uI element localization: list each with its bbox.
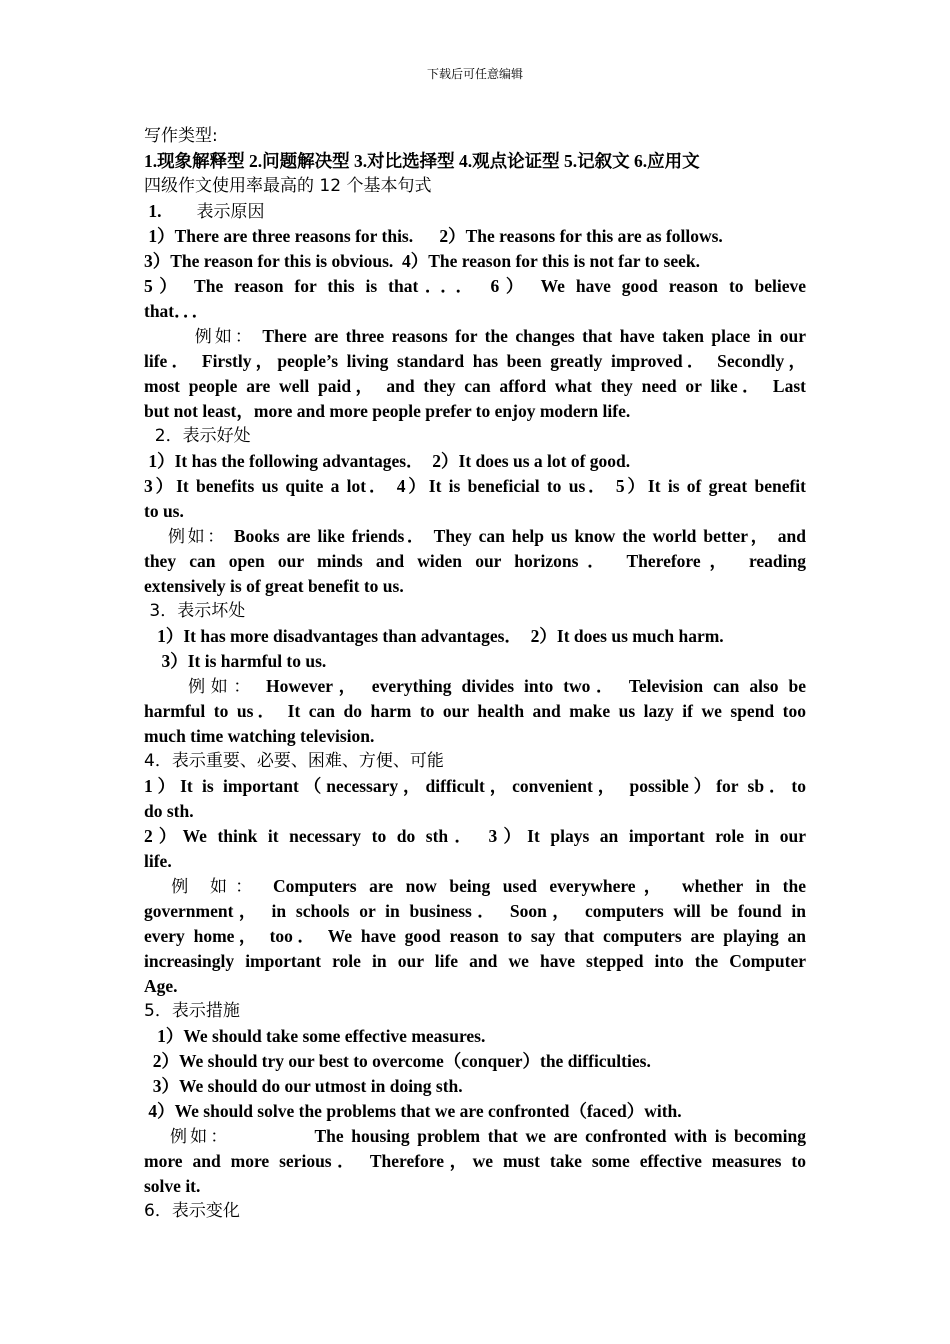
section-5-pattern-line: 1）We should take some effective measures. [144, 1026, 486, 1046]
section-2-title: 2．表示好处 [144, 426, 251, 446]
section-2-pattern-line: 3）It benefits us quite a lot． 4）It is beneficial to us． 5）It is of great benefit [144, 476, 806, 496]
section-3-example-line: harmful to us． It can do harm to our health and make us lazy if we spend too [144, 701, 806, 721]
section-4-pattern-line: life. [144, 851, 172, 871]
writing-types-heading: 写作类型: [144, 126, 218, 146]
section-5-pattern-line: 2）We should try our best to overcome（conquer）the difficulties. [144, 1051, 651, 1071]
section-4-pattern-line: do sth. [144, 801, 194, 821]
section-4-pattern-line: 2）We think it necessary to do sth． 3）It plays an important role in our [144, 826, 806, 846]
section-2-example-line [144, 524, 806, 549]
example-text: The housing problem that we are confronted with is becoming [230, 1126, 806, 1146]
section-3-title: 3．表示坏处 [144, 601, 246, 621]
example-label: 例如： [144, 527, 227, 547]
page-header: 下载后可任意编辑 [426, 67, 523, 81]
section-1-example-line [144, 324, 806, 349]
section-1-number: 1. [144, 201, 162, 221]
section-2-example-line: extensively is of great benefit to us. [144, 576, 404, 596]
section-4-example-line: increasingly important role in our life and we have stepped into the Computer [144, 951, 806, 971]
section-5-example-line: more and more serious． Therefore，we must take some effective measures to [144, 1151, 806, 1171]
section-1-title: 表示原因 [196, 202, 265, 222]
section-5-pattern-line: 4）We should solve the problems that we are confronted（faced）with. [144, 1101, 682, 1121]
section-4-pattern-line: 1）It is important（necessary，difficult，convenient， possible）for sb．to [144, 776, 806, 796]
section-1-pattern-line: 5） The reason for this is that．．． 6） We have good reason to believe [144, 276, 806, 296]
example-text: Books are like friends． They can help us know the world better， and [226, 526, 806, 546]
section-1-heading [144, 199, 806, 224]
example-label: 例 如： [144, 877, 261, 897]
section-4-example-line [144, 874, 806, 899]
section-2-example-line: they can open our minds and widen our horizons． Therefore， reading [144, 551, 806, 571]
section-4-title: 4．表示重要、必要、困难、方便、可能 [144, 751, 444, 771]
section-4-example-line: Age. [144, 976, 178, 996]
section-5-pattern-line: 3）We should do our utmost in doing sth. [144, 1076, 463, 1096]
section-1-pattern-line: 3）The reason for this is obvious. 4）The reason for this is not far to seek. [144, 251, 700, 271]
section-2-pattern-line: 1）It has the following advantages． 2）It does us a lot of good. [144, 451, 631, 471]
section-5-example-line [144, 1124, 806, 1149]
writing-types-list: 1.现象解释型 2.问题解决型 3.对比选择型 4.观点论证型 5.记叙文 6.应用文 [144, 151, 700, 171]
section-1-pattern-line: that．．． [144, 301, 210, 321]
section-5-title: 5．表示措施 [144, 1001, 240, 1021]
section-1-example-line: but not least，more and more people prefer to enjoy modern life. [144, 401, 631, 421]
patterns-heading: 四级作文使用率最高的 12 个基本句式 [144, 176, 432, 196]
example-text: There are three reasons for the changes that have taken place in our [254, 326, 806, 346]
example-label: 例如： [144, 1127, 231, 1147]
example-text: Computers are now being used everywhere， whether in the [260, 876, 806, 896]
section-3-pattern-line: 1）It has more disadvantages than advantages． 2）It does us much harm. [144, 626, 724, 646]
section-6-title: 6．表示变化 [144, 1201, 240, 1221]
example-label: 例如： [144, 327, 255, 347]
example-label: 例如： [144, 677, 256, 697]
section-2-pattern-line: to us. [144, 501, 184, 521]
section-1-pattern-line: 1）There are three reasons for this. 2）The reasons for this are as follows. [144, 226, 723, 246]
section-4-example-line: every home， too． We have good reason to say that computers are playing an [144, 926, 806, 946]
example-text: However， everything divides into two． Television can also be [256, 676, 806, 696]
document-body [144, 124, 806, 1224]
section-1-example-line: life． Firstly，people’s living standard has been greatly improved． Secondly， [144, 351, 806, 371]
section-1-example-line: most people are well paid， and they can afford what they need or like． Last [144, 376, 806, 396]
section-5-example-line: solve it. [144, 1176, 201, 1196]
section-4-example-line: government， in schools or in business． Soon， computers will be found in [144, 901, 806, 921]
section-3-example-line: much time watching television. [144, 726, 375, 746]
section-3-example-line [144, 674, 806, 699]
section-3-pattern-line: 3）It is harmful to us. [144, 651, 327, 671]
